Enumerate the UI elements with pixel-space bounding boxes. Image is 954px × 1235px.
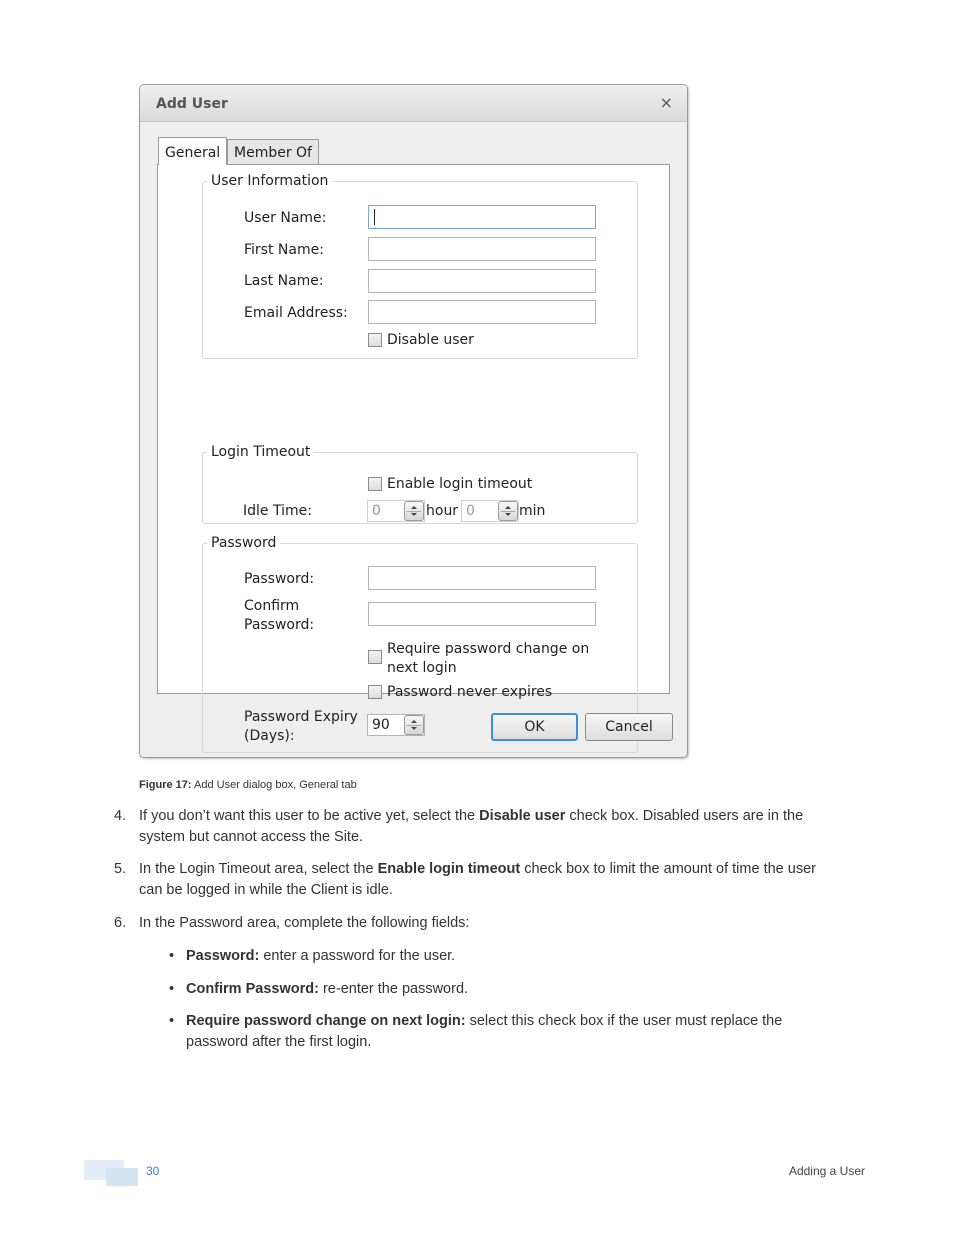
confirm-password-label-line1: Confirm (244, 598, 300, 614)
step-number: 4. (114, 808, 127, 824)
bullet-bold: Require password change on next login: (186, 1013, 466, 1029)
password-expiry-value: 90 (372, 717, 390, 733)
bullet-password (169, 946, 846, 967)
dialog-titlebar (140, 85, 687, 122)
login-timeout-group (202, 444, 638, 524)
step-4 (114, 806, 859, 848)
tab-member-of[interactable]: Member Of (227, 139, 319, 165)
idle-min-value: 0 (466, 503, 475, 519)
bullet-text: re-enter the password. (318, 981, 469, 997)
bullet-dot-icon: • (169, 1013, 175, 1029)
figure-caption-prefix: Figure 17: (139, 779, 192, 791)
step-text: system but cannot access the Site. (139, 829, 364, 845)
login-timeout-legend: Login Timeout (211, 444, 311, 460)
figure-caption-text: Add User dialog box, General tab (191, 779, 357, 791)
password-never-expires-checkbox[interactable] (368, 685, 382, 699)
require-password-change-checkbox[interactable] (368, 650, 382, 664)
page-number: 30 (146, 1164, 160, 1178)
require-password-change-label-line2: next login (387, 660, 457, 676)
spinner-arrows-icon[interactable] (404, 501, 424, 521)
spinner-arrows-icon[interactable] (498, 501, 518, 521)
bullet-dot-icon: • (169, 981, 175, 997)
tab-general[interactable]: General (158, 137, 227, 165)
add-user-dialog (139, 84, 688, 758)
step-bold: Disable user (479, 808, 566, 824)
enable-login-timeout-label: Enable login timeout (387, 476, 533, 492)
first-name-label: First Name: (244, 242, 324, 258)
step-text: check box to limit the amount of time the user (520, 861, 816, 877)
bullet-text: password after the first login. (186, 1034, 372, 1050)
user-name-field[interactable] (368, 205, 596, 229)
min-unit-label: min (519, 503, 546, 519)
confirm-password-label-line2: Password: (244, 617, 315, 633)
step-bold: Enable login timeout (377, 861, 521, 877)
step-6 (114, 913, 859, 934)
idle-hour-spinner[interactable] (367, 500, 425, 522)
ok-button[interactable]: OK (491, 713, 578, 741)
figure-caption (139, 779, 357, 791)
idle-hour-value: 0 (372, 503, 381, 519)
user-information-group (202, 173, 638, 359)
password-expiry-spinner[interactable] (367, 714, 425, 736)
step-number: 6. (114, 915, 127, 931)
bullet-text: enter a password for the user. (259, 948, 456, 964)
last-name-label: Last Name: (244, 273, 324, 289)
step-text: In the Password area, complete the following fields: (139, 915, 470, 931)
email-address-field[interactable] (368, 300, 596, 324)
bullet-bold: Password: (186, 948, 260, 964)
hour-unit-label: hour (426, 503, 459, 519)
footer-logo-graphic (84, 1160, 140, 1188)
bullet-dot-icon: • (169, 948, 175, 964)
bullet-confirm-password (169, 979, 846, 1000)
close-icon[interactable]: × (659, 93, 673, 112)
password-label: Password: (244, 571, 315, 587)
step-text: If you don’t want this user to be active yet, select the (139, 808, 480, 824)
last-name-field[interactable] (368, 269, 596, 293)
email-address-label: Email Address: (244, 305, 348, 321)
user-name-label: User Name: (244, 210, 327, 226)
password-never-expires-label: Password never expires (387, 684, 553, 700)
step-number: 5. (114, 861, 127, 877)
password-expiry-label-line1: Password Expiry (244, 709, 358, 725)
spinner-arrows-icon[interactable] (404, 715, 424, 735)
step-text: In the Login Timeout area, select the (139, 861, 378, 877)
step-text: can be logged in while the Client is idle. (139, 882, 393, 898)
step-5 (114, 859, 859, 901)
disable-user-checkbox[interactable] (368, 333, 382, 347)
first-name-field[interactable] (368, 237, 596, 261)
bullet-require-password-change (169, 1011, 846, 1053)
enable-login-timeout-checkbox[interactable] (368, 477, 382, 491)
password-field[interactable] (368, 566, 596, 590)
idle-min-spinner[interactable] (461, 500, 519, 522)
bullet-text: select this check box if the user must replace the (465, 1013, 783, 1029)
password-expiry-label-line2: (Days): (244, 728, 295, 744)
require-password-change-label-line1: Require password change on (387, 641, 590, 657)
idle-time-label: Idle Time: (243, 503, 312, 519)
bullet-bold: Confirm Password: (186, 981, 319, 997)
user-information-legend: User Information (211, 173, 329, 189)
step-text: check box. Disabled users are in the (565, 808, 804, 824)
text-caret (374, 209, 375, 225)
disable-user-label: Disable user (387, 332, 474, 348)
password-legend: Password (211, 535, 277, 551)
confirm-password-field[interactable] (368, 602, 596, 626)
dialog-title: Add User (156, 96, 228, 112)
cancel-button[interactable]: Cancel (585, 713, 673, 741)
footer-section-title: Adding a User (788, 1164, 865, 1178)
